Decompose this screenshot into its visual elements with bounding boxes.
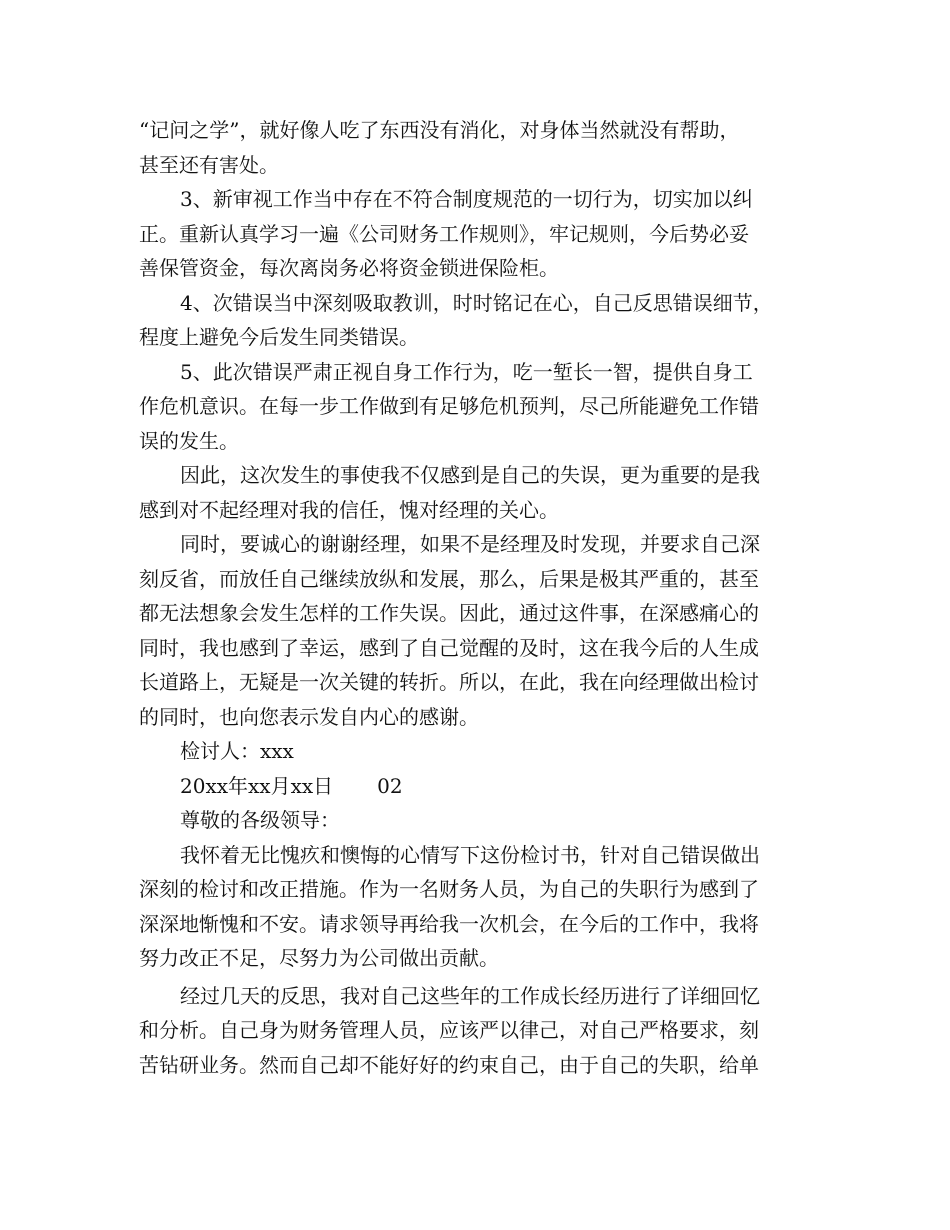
text-line: 长道路上，无疑是一次关键的转折。所以，在此，我在向经理做出检讨	[139, 670, 759, 694]
text-line: 善保管资金，每次离岗务必将资金锁进保险柜。	[139, 256, 559, 280]
date-text: 20xx年xx月xx日	[180, 773, 334, 798]
text-line: 甚至还有害处。	[139, 152, 279, 177]
text-line: 作危机意识。在每一步工作做到有足够危机预判，尽己所能避免工作错	[139, 394, 759, 418]
text-line: 5、此次错误严肃正视自身工作行为，吃一堑长一智，提供自身工	[180, 359, 753, 384]
text-line: 正。重新认真学习一遍《公司财务工作规则》，牢记规则，今后势必妥	[139, 221, 749, 246]
document-body	[139, 113, 829, 1082]
text-line: 同时，我也感到了幸运，感到了自己觉醒的及时，这在我今后的人生成	[139, 635, 759, 660]
text-line: 程度上避免今后发生同类错误。	[139, 325, 419, 349]
text-line: 和分析。自己身为财务管理人员，应该严以律己，对自己严格要求，刻	[139, 1018, 759, 1042]
text-line: 4、次错误当中深刻吸取教训，时时铭记在心，自己反思错误细节，	[180, 290, 773, 315]
salutation-line: 尊敬的各级领导：	[180, 808, 340, 832]
date-line	[139, 769, 829, 804]
text-line: 努力改正不足，尽努力为公司做出贡献。	[139, 946, 499, 970]
text-line: 3、新审视工作当中存在不符合制度规范的一切行为，切实加以纠	[180, 187, 753, 211]
text-line: 都无法想象会发生怎样的工作失误。因此，通过这件事，在深感痛心的	[139, 601, 759, 625]
text-line: 同时，要诚心的谢谢经理，如果不是经理及时发现，并要求自己深	[180, 532, 760, 556]
section-number: 02	[377, 773, 403, 798]
text-line: 刻反省，而放任自己继续放纵和发展，那么，后果是极其严重的，甚至	[139, 566, 759, 591]
text-line: 感到对不起经理对我的信任，愧对经理的关心。	[139, 497, 559, 522]
text-line: 的同时，也向您表示发自内心的感谢。	[139, 704, 479, 729]
text-line: 深刻的检讨和改正措施。作为一名财务人员，为自己的失职行为感到了	[139, 877, 759, 901]
signer-line: 检讨人：xxx	[180, 739, 294, 763]
text-line: 苦钻研业务。然而自己却不能好好的约束自己，由于自己的失职，给单	[139, 1052, 759, 1077]
text-line: 深深地惭愧和不安。请求领导再给我一次机会，在今后的工作中，我将	[139, 911, 759, 936]
text-line: 误的发生。	[139, 428, 239, 453]
text-line: “记问之学”，就好像人吃了东西没有消化，对身体当然就没有帮助，	[139, 118, 740, 142]
text-line: 经过几天的反思，我对自己这些年的工作成长经历进行了详细回忆	[180, 983, 760, 1008]
text-line: 我怀着无比愧疚和懊悔的心情写下这份检讨书，针对自己错误做出	[180, 842, 760, 867]
text-line: 因此，这次发生的事使我不仅感到是自己的失误，更为重要的是我	[180, 463, 760, 487]
